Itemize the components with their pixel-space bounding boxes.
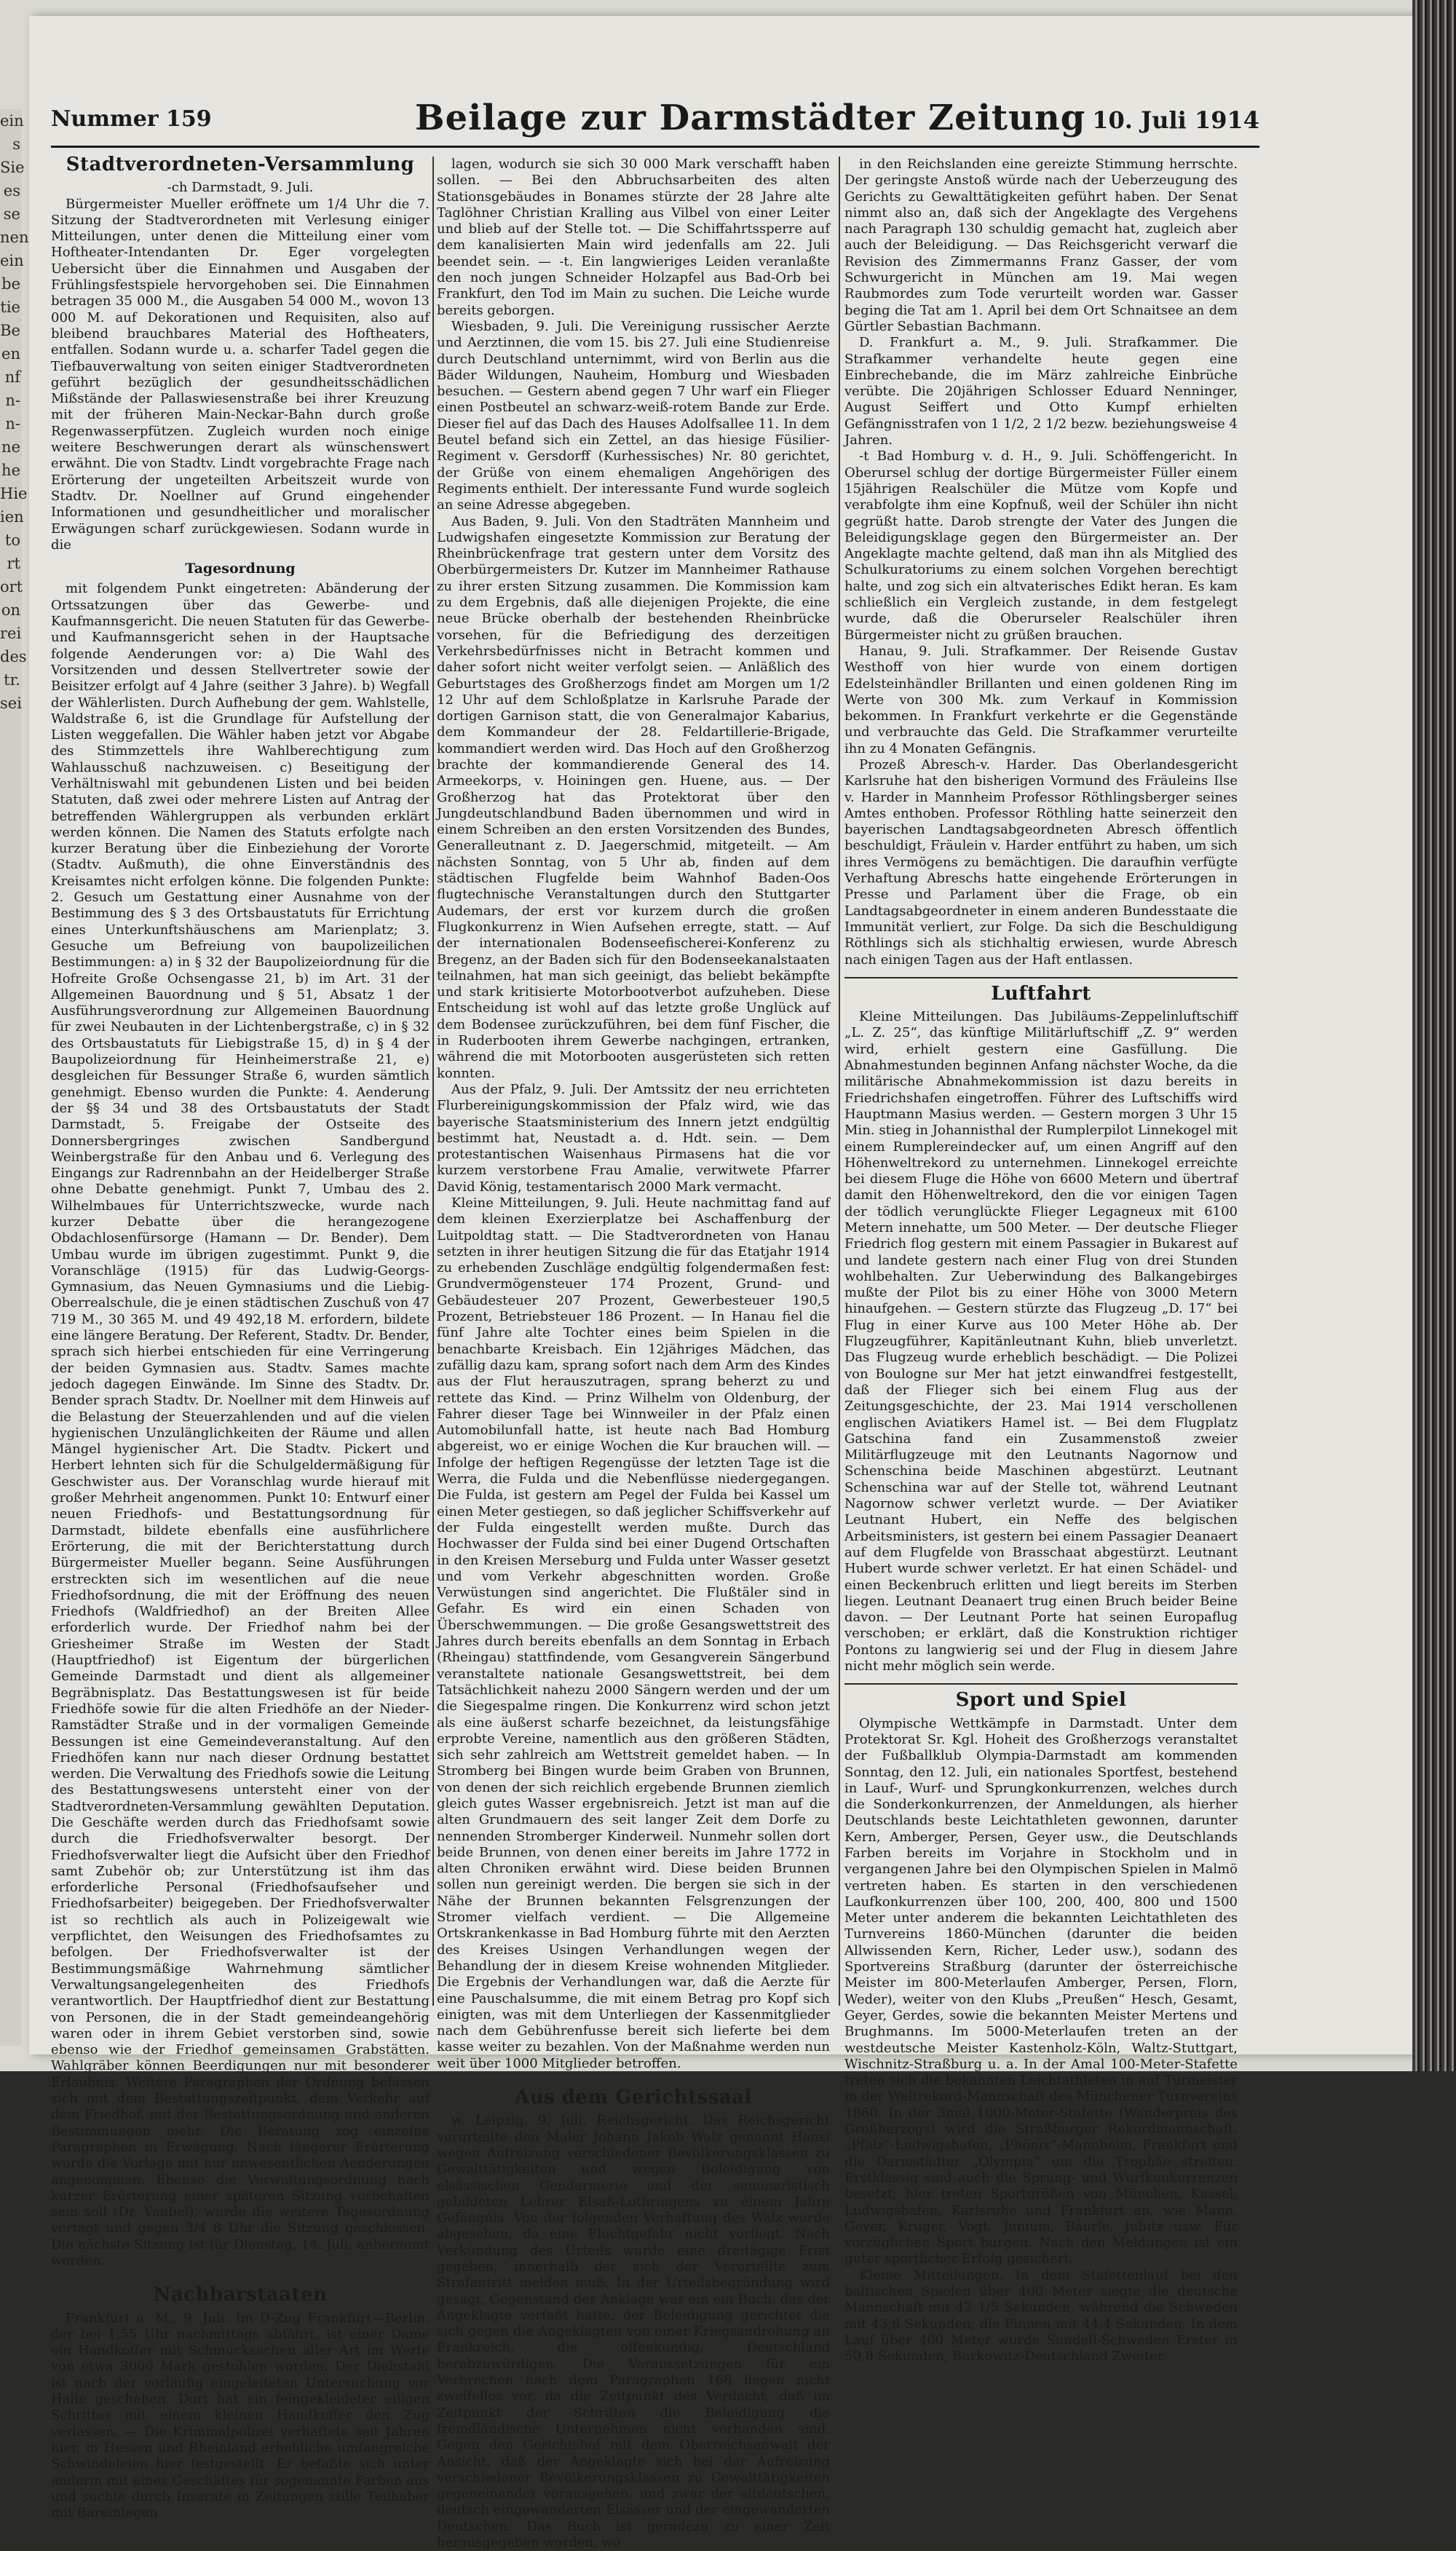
headline-sport: Sport und Spiel — [844, 1683, 1238, 1708]
issue-number: Nummer 159 — [51, 106, 212, 132]
column-rule — [432, 157, 434, 2006]
article-paragraph: Wiesbaden, 9. Juli. Die Vereinigung russischer Aerzte und Aerztinnen, die vom 15. bis 27. Juli eine Studienreise durch Deutschland unternimmt, wird von Berlin aus die Bäder Wildungen, Nauheim, Homburg und Wiesbaden besuchen. — Gestern abend gegen 7 Uhr warf ein Flieger einen Postbeutel an schwarz-weiß-rotem Bande zur Erde. Dieser fiel auf das Dach des Hauses Adolfsallee 11. In dem Beutel befand sich ein Zettel, an das hiesige Füsilier-Regiment v. Gersdorff (Kurhessisches) Nr. 80 gerichtet, der Grüße von einem ehemaligen Angehörigen des Regiments enthielt. Der interessante Fund wurde sogleich an seine Adresse abgegeben. — [437, 318, 830, 513]
article-paragraph: Kleine Mitteilungen, 9. Juli. Heute nachmittag fand auf dem kleinen Exerzierplatze bei Aschaffenburg der Luitpoldtag statt. — Die Stadtverordneten von Hanau setzten in ihrer heutigen Sitzung die für das Etatjahr 1914 zu erhebenden Zuschläge endgültig folgendermaßen fest: Grundvermögensteuer 174 Prozent, Grund- und Gebäudesteuer 207 Prozent, Gewerbesteuer 190,5 Prozent, Betriebsteuer 186 Prozent. — In Hanau fiel die fünf Jahre alte Tochter eines beim Spielen in die benachbarte Kreisbach. Ein 12jähriges Mädchen, das zufällig dazu kam, sprang sofort nach dem Arm des Kindes aus der Flut herauszutragen, sprang beherzt zu und rettete das Kind. — Prinz Wilhelm von Oldenburg, der Fahrer dieser Tage bei Winnweiler in der Pfalz einen Automobilunfall hatte, ist heute nach Bad Homburg abgereist, wo er einige Wochen die Kur brauchen will. — Infolge der heftigen Regengüsse der letzten Tage ist die Werra, die Fulda und die Nebenflüsse niedergegangen. Die Fulda, ist gestern am Pegel der Fulda bei Kassel um einen Meter gestiegen, so daß jeglicher Schiffsverkehr auf der Fulda eingestellt werden mußte. Durch das Hochwasser der Fulda sind bei einer Dugend Ortschaften in den Kreisen Merseburg und Fulda unter Wasser gesetzt und vom Verkehr abgeschnitten worden. Große Verwüstungen sind angerichtet. Die Flußtäler sind in Gefahr. Es wird ein einen Schaden von Überschwemmungen. — Die große Gesangswettstreit des Jahres durch bereits ebenfalls an dem Sonntag in Erbach (Rheingau) stattfindende, vom Gesangverein Sängerbund veranstaltete nationale Gesangswettstreit, bei dem Tatsächlichkeit nahezu 2000 Sängern werden und der um die Siegespalme ringen. Die Konkurrenz wird schon jetzt als eine äußerst scharfe bezeichnet, da leistungsfähige erprobte Vereine, namentlich aus den größeren Städten, sich sehr zahlreich am Wettstreit gemeldet haben. — In Stromberg bei Bingen wurde beim Graben von Brunnen, von denen der sich reichlich ergebende Brunnen ziemlich gleich gutes Wasser ergebnisreich. Jetzt ist man auf die alten Grundmauern des seit langer Zeit dem Dorfe zu nennenden Stromberger Kinderweil. Nunmehr sollen dort beide Brunnen, von denen einer bereits im Jahre 1772 in alten Chroniken erwähnt wird. Diese beiden Brunnen sollen nun gereinigt werden. Die bergen sie sich in der Nähe der Brunnen bekannten Felsgrenzungen der Stromer vielfach verdient. — Die Allgemeine Ortskrankenkasse in Bad Homburg führte mit den Aerzten des Kreises Usingen Verhandlungen wegen der Behandlung der in diesem Kreise wohnenden Mitglieder. Die Ergebnis der Verhandlungen war, daß die Aerzte für eine Pauschalsumme, die mit einem Betrag pro Kopf sich einigten, was mit dem Unterliegen der Kassenmitglieder nach dem Gebührenfusse bereit sich lieferte bei dem kasse weiter zu bezahlen. Von der Maßnahme werden nun weit über 1000 Mitglieder betroffen. — [437, 1195, 830, 2071]
article-paragraph: Hanau, 9. Juli. Strafkammer. Der Reisende Gustav Westhoff von hier wurde von einem dortigen Edelsteinhändler Brillanten und einen goldenen Ring im Werte von 300 Mk. zum Verkauf in Kommission bekommen. In Frankfurt verkehrte er die Gegenstände und verbrauchte das Geld. Die Strafkammer verurteilte ihn zu 4 Monaten Gefängnis. — [844, 643, 1238, 756]
previous-page-edge — [0, 109, 29, 2046]
headline-city-council: Stadtverordneten-Versammlung — [66, 154, 415, 175]
article-paragraph: Olympische Wettkämpfe in Darmstadt. Unter dem Protektorat Sr. Kgl. Hoheit des Großherzogs veranstaltet der Fußballklub Olympia-Darmstadt am kommenden Sonntag, den 12. Juli, ein nationales Sportfest, bestehend in Lauf-, Wurf- und Sprungkonkurrenzen, welches durch die Sonderkonkurrenzen, der Anmeldungen, als hierher Deutschlands beste Leichtathleten gewonnen, darunter Kern, Amberger, Persen, Geyer usw., die Deutschlands Farben bereits im Vorjahre in Stockholm und in vergangenen Jahre bei den Olympischen Spielen in Malmö vertreten haben. Es starten in den verschiedenen Laufkonkurrenzen über 100, 200, 400, 800 und 1500 Meter unter anderem die bekannten Leichtathleten des Turnvereins 1860-München (darunter die beiden Allwissenden Kern, Richer, Leder usw.), sodann des Sportvereins Straßburg (darunter der österreichische Meister im 800-Meterlaufen Amberger, Persen, Florn, Weder), weiter von den Klubs „Preußen“ Hesch, Gesamt, Geyer, Gerdes, sowie die bekannten Meister Mertens und Brughmanns. Im 5000-Meterlaufen treten an der westdeutsche Meister Kastenholz-Köln, Waltz-Stuttgart, Wischnitz-Straßburg u. a. In der Amal 100-Meter-Stafette treten sich die bekannten Leichtathleten in auf Turmeister in der Weltrekord-Mannschaft des Münchener Turnvereins 1860. In der 3mal 1000-Meter-Stafette (Wanderpreis des Großherzogs) wird die Straßburger Rekordmannschaft, „Pfalz“-Ludwigshafen, „Phönix“-Mannheim, Frankfurt und die Darmstädter „Olympia“ um die Trophäe streiten. Erstklassig sind auch die Sprung- und Wurfkonkurrenzen besetzt; hier treten Sportgrößen von München, Kassel, Ludwigshafen, Karlsruhe und Frankfurt an, wie Mann, Geyer, Kruger, Vogt, Junium, Bäurle, Jubitz usw. Für vorzüglichen Sport bürgen. Nach den Meldungen ist ein guter sportlicher Erfolg gesichert. — [844, 1715, 1238, 2267]
article-paragraph: Aus der Pfalz, 9. Juli. Der Amtssitz der neu errichteten Flurbereinigungskommission der Pfalz wird, wie das bayerische Staatsministerium des Innern jetzt endgültig bestimmt hat, Neustadt a. d. Hdt. sein. — Dem protestantischen Waisenhaus Pirmasens hat die vor kurzem verstorbene Frau Amalie, verwitwete Pfarrer David König, testamentarisch 2000 Mark vermacht. — [437, 1081, 830, 1195]
column-1 — [51, 154, 430, 2521]
page-stack-edge — [1412, 0, 1456, 2071]
article-paragraph: Frankfurt a. M., 9. Juli. Im D-Zug Frankfurt—Berlin, der bei 1,55 Uhr nachmittags abfährt, ist einer Dame ein Handkoffer mit Schmucksachen aller Art im Werte von etwa 3000 Mark gestohlen worden. Der Diebstahl ist nach der vorläufig eingeleiteten Untersuchung vor Halle geschehen. Dort hat ein feingekleideter eiligen Schrittes mit einem kleinen Handkoffer den Zug verlassen. — Die Kriminalpolizei verhaftete seit Jahren hier, in Hessen und Rheinland erhebliche umfangreiche Schwindeleien hier festgestellt. Er befaßte sich unter anderm mit eines Geschäftes für sogenannte Farben aus und suchte durch Inserate in Zeitungen stille Teilhaber mit Bareinlagen — [51, 2310, 430, 2521]
article-paragraph: lagen, wodurch sie sich 30 000 Mark verschafft haben sollen. — Bei den Abbruchsarbeiten des alten Stationsgebäudes in Bonames stürzte der 28 Jahre alte Taglöhner Christian Kralling aus Vilbel von einer Leiter und blieb auf der Stelle tot. — Die Schiffahrtssperre auf dem kanalisierten Main wird jedenfalls am 22. Juli beendet sein. — -t. Ein langwieriges Leiden veranlaßte den noch jungen Schneider Holzapfel aus Bad-Orb bei Frankfurt, den Tod im Main zu suchen. Die Leiche wurde bereits geborgen. — [437, 157, 830, 318]
article-paragraph: Kleine Mitteilungen. In dem Stafettenlauf bei den baltischen Spielen über 400 Meter siegte die deutsche Mannschaft mit 42 1/5 Sekunden, während die Schweden mit 43,6 Sekunden, die Finnen mit 44,4 Sekunden. In dem Lauf über 400 Meter wurde Sundell-Schweden Erster in 50,8 Sekunden, Burkowitz-Deutschland Zweiter. — [844, 2267, 1238, 2365]
article-paragraph: Kleine Mitteilungen. Das Jubiläums-Zeppelinluftschiff „L. Z. 25“, das künftige Militärluftschiff „Z. 9“ werden wird, erhielt gestern eine Gasfüllung. Die Abnahmestunden beginnen Anfang nächster Woche, da die militärische Abnahmekommission ist dazu bereits in Friedrichshafen eingetroffen. Führer des Luftschiffs wird Hauptmann Masius werden. — Gestern morgen 3 Uhr 15 Min. stieg in Johannisthal der Rumplerpilot Linnekogel mit einem Rumplereindecker auf, um einen Angriff auf den Höhenweltrekord zu unternehmen. Linnekogel erreichte bei diesem Fluge die Höhe von 6600 Metern und übertraf damit den Höhenweltrekord, den die vor einigen Tagen der tödlich verunglückte Flieger Legagneux mit 6100 Metern innehatte, um 500 Meter. — Der deutsche Flieger Friedrich flog gestern mit einem Passagier in Bukarest auf und landete gestern nach einer Flug von drei Stunden wohlbehalten. Zur Ueberwindung des Balkangebirges mußte der Pilot bis zu einer Höhe von 3000 Metern hinaufgehen. — Gestern stürzte das Flugzeug „D. 17“ bei Flug in einer Kurve aus 100 Meter Höhe ab. Der Flugzeugführer, Kapitänleutnant Kuhn, blieb unverletzt. Das Flugzeug wurde erheblich beschädigt. — Die Polizei von Boulogne sur Mer hat jetzt einwandfrei festgestellt, daß der Flieger sich bei einem Flug aus der Zeitungsgeschichte, der 23. Mai 1914 verschollenen englischen Aviatikers Hamel ist. — Bei dem Flugplatz Gatschina fand ein Zusammenstoß zweier Militärflugzeuge mit den Leutnants Nagornow und Schenschina beide Maschinen abgestürzt. Leutnant Schenschina war auf der Stelle tot, während Leutnant Nagornow schwer verletzt wurde. — Der Aviatiker Leutnant Hubert, ein Neffe des belgischen Arbeitsministers, ist gestern bei einem Passagier Deanaert auf dem Flugfelde von Brasschaat abgestürzt. Leutnant Hubert wurde schwer verletzt. Er hat einen Schädel- und einen Beckenbruch erlitten und liegt bereits im Sterben liegen. Leutnant Deanaert trug einen Bruch beider Beine davon. — Der Leutnant Porte hat seinen Europaflug verschoben; er erklärt, daß die Konstruktion richtiger Pontons zu langwierig sei und der Flug in diesem Jahre nicht mehr möglich sein werde. — [844, 1009, 1238, 1674]
article-paragraph: D. Frankfurt a. M., 9. Juli. Strafkammer. Die Strafkammer verhandelte heute gegen eine Einbrechebande, die im März zahlreiche Einbrüche verübte. Die 20jährigen Schlosser Eduard Nenninger, August Seiffert und Otto Kumpf erhielten Gefängnisstrafen von 1 1/2, 2 1/2 bezw. beziehungsweise 4 Jahren. — [844, 335, 1238, 448]
column-2 — [437, 157, 830, 2551]
article-paragraph: mit folgendem Punkt eingetreten: Abänderung der Ortssatzungen über das Gewerbe- und Kaufmannsgericht. Die neuen Statuten für das Gewerbe- und Kaufmannsgericht sehen in der Hauptsache folgende Aenderungen vor: a) Die Wahl des Vorsitzenden und dessen Stellvertreter sowie der Beisitzer erfolgt auf 4 Jahre (seither 3 Jahre). b) Wegfall der Wählerlisten. Durch Aufhebung der gem. Wahlstelle, Waldstraße 6, ist die Grundlage für Aufstellung der Listen weggefallen. Die Wähler haben jetzt vor Abgabe des Stimmzettels ihre Wahlberechtigung zum Wahlausschuß nachzuweisen. c) Beseitigung der Verhältniswahl mit gebundenen Listen und bei beiden Statuten, daß zwei oder mehrere Listen auf Antrag der betreffenden Wählergruppen als verbunden erklärt werden können. Die Namen des Statuts erfolgte nach kurzer Beratung über die Einbeziehung der Vororte (Stadtv. Außmuth), die ohne Einverständnis des Kreisamtes nicht erfolgen könne. Die folgenden Punkte: 2. Gesuch um Gestattung einer Ausnahme von der Bestimmung des § 3 des Ortsbaustatuts für Errichtung eines Unterkunftshäuschens am Marienplatz; 3. Gesuche um Befreiung von baupolizeilichen Bestimmungen: a) in § 32 der Baupolizeiordnung für die Hofreite Große Ochsengasse 21, b) im Art. 31 der Allgemeinen Bauordnung und § 51, Absatz 1 der Ausführungsverordnung zur Allgemeinen Bauordnung für zwei Neubauten in der Lichtenbergstraße, c) in § 32 des Ortsbaustatuts für Liebigstraße 15, d) in § 4 der Baupolizeiordnung für Heinheimerstraße 21, e) desgleichen für Bessunger Straße 6, wurden sämtlich genehmigt. Ebenso wurden die Punkte: 4. Aenderung der §§ 34 und 38 des Ortsbaustatuts der Stadt Darmstadt, 5. Freigabe der Ostseite des Donnersbergringes zwischen Sandbergund Weinbergstraße für den Anbau und 6. Verlegung des Eingangs zur Radrennbahn an der Heidelberger Straße ohne Debatte genehmigt. Punkt 7, Umbau des 2. Wilhelmbaues für Unterrichtszwecke, wurde nach kurzer Debatte über die herangezogene Obdachlosenfürsorge (Hamann — Dr. Bender). Dem Umbau wurde im übrigen zugestimmt. Punkt 9, die Voranschläge (1915) für das Ludwig-Georgs-Gymnasium, das Neuen Gymnasiums und die Liebig-Oberrealschule, die je einen städtischen Zuschuß von 47 719 M., 30 365 M. und 49 492,18 M. erfordern, bildete eine längere Beratung. Der Referent, Stadtv. Dr. Bender, sprach sich hierbei entschieden für eine Verringerung der beiden Gymnasien aus. Stadtv. Sames machte jedoch dagegen Einwände. Im Sinne des Stadtv. Dr. Bender sprach Stadtv. Dr. Noellner mit dem Hinweis auf die Belastung der Steuerzahlenden und auf die vielen hygienischen Unzulänglichkeiten der Räume und allen Mängel hygienischer Art. Die Stadtv. Pickert und Herbert lehnten sich für die Schulgeldermäßigung für Geschwister aus. Der Voranschlag wurde hierauf mit großer Mehrheit angenommen. Punkt 10: Entwurf einer neuen Friedhofs- und Bestattungsordnung für Darmstadt, bildete ebenfalls eine ausführlichere Erörterung, die mit der Berichterstattung durch Bürgermeister Mueller begann. Seine Ausführungen erstreckten sich im wesentlichen auf die neue Friedhofsordnung, die mit der Eröffnung des neuen Friedhofs (Waldfriedhof) an der Breiten Allee erforderlich wurde. Der Friedhof nahm bei der Griesheimer Straße im Westen der Stadt (Hauptfriedhof) ist Eigentum der bürgerlichen Gemeinde Darmstadt und dient als allgemeiner Begräbnisplatz. Das Bestattungswesen ist für beide Friedhöfe sowie für die alten Friedhöfe an der Nieder-Ramstädter Straße und in der vormaligen Gemeinde Bessungen ist eine Gemeindeveranstaltung. Auf den Friedhöfen kann nur nach dieser Ordnung bestattet werden. Die Verwaltung des Friedhofs sowie die Leitung des Bestattungswesens untersteht einer von der Stadtverordneten-Versammlung gewählten Deputation. Die Geschäfte werden durch das Friedhofsamt sowie durch die Friedhofsverwalter besorgt. Der Friedhofsverwalter liegt die Aufsicht über den Friedhof samt Zubehör ob; zur Unterstützung ist ihm das erforderliche Personal (Friedhofsaufseher und Friedhofsarbeiter) beigegeben. Der Friedhofsverwalter ist so rechtlich als auch in Polizeigewalt wie verpflichtet, den Weisungen des Friedhofsamtes zu befolgen. Der Friedhofsverwalter ist der Bestimmungsmäßige Wahrnehmung sämtlicher Verwaltungsangelegenheiten des Friedhofs verantwortlich. Der Hauptfriedhof dient zur Bestattung von Personen, die in der Stadt gemeindeangehörig waren oder in ihrem Gebiet verstorben sind, sowie ebenso wie der Friedhof gemeinsamen Grabstätten. Wahlgräber können Beerdigungen nur mit besonderer Erlaubnis. Weitere Paragraphen der Ordnung befassen sich mit dem Bestattungszeitpunkt, dem Verkehr auf dem Friedhof, mit der Bestattungsordnung und anderen Bestimmungen mehr. Die Beratung zog einzelne Paragraphen in Erwägung. Nach längerer Erörterung wurde die Vorlage mit nur unwesentlichen Aenderungen angenommen. Ebenso die Verwaltungsordnung nach kurzer Erörterung einer späteren Sitzung vorbehalten sein soll (Dr. Vaubel), wurde die weitere Tagesordnung vertagt und gegen 3/4 8 Uhr die Sitzung geschlossen. Die nächste Sitzung ist für Dienstag, 14. Juli, anberaumt worden. — [51, 581, 430, 2269]
article-paragraph: Aus Baden, 9. Juli. Von den Stadträten Mannheim und Ludwigshafen eingesetzte Kommission zur Beratung der Rheinbrückenfrage trat gestern unter dem Vorsitz des Oberbürgermeisters Dr. Kutzer im Mannheimer Rathause zu ihrer ersten Sitzung zusammen. Die Kommission kam zu dem Ergebnis, daß alle diejenigen Projekte, die eine neue Brücke oberhalb der bestehenden Rheinbrücke vorsehen, für die Befriedigung des derzeitigen Verkehrsbedürfnisses nicht in Betracht kommen und daher sofort nicht weiter verfolgt seien. — Anläßlich des Geburtstages des Großherzogs findet am Morgen um 1/2 12 Uhr auf dem Schloßplatze in Karlsruhe Parade der dortigen Garnison statt, die von Generalmajor Kabarius, dem Kommandeur der 28. Feldartillerie-Brigade, kommandiert werden wird. Das Hoch auf den Großherzog brachte der kommandierende General des 14. Armeekorps, v. Hoiningen gen. Huene, aus. — Der Großherzog hat das Protektorat über den Jungdeutschlandbund Baden übernommen und wird in einem Schreiben an den ersten Vorsitzenden des Bundes, Generalleutnant z. D. Jaegerschmid, mitgeteilt. — Am nächsten Sonntag, von 5 Uhr ab, finden auf dem städtischen Flugfelde beim Wahnhof Baden-Oos flugtechnische Veranstaltungen durch den Stuttgarter Audemars, der erst vor kurzem durch die großen Flugkonkurrenz in Wien Aufsehen erregte, statt. — Auf der internationalen Bodenseefischerei-Konferenz zu Bregenz, an der Baden sich für den Bodenseekanalstaaten teilnahmen, hat man sich geeinigt, das beliebt bekämpfte und stark kritisierte Motorbootverbot aufzuheben. Diese Entscheidung ist wohl auf das letzte große Unglück auf dem Bodensee zurückzuführen, bei dem fünf Fischer, die in Ruderbooten ihrem Gewerbe nachgingen, ertranken, während die mit Motorbooten ausgerüsteten sich retten konnten. — [437, 513, 830, 1081]
issue-date: 10. Juli 1914 — [1092, 106, 1259, 134]
article-paragraph: Bürgermeister Mueller eröffnete um 1/4 Uhr die 7. Sitzung der Stadtverordneten mit Verlesung einiger Mitteilungen, unter denen die Mitteilung einer vom Hoftheater-Intendanten Dr. Eger vorgelegten Uebersicht über die Einnahmen und Ausgaben der Frühlingsfestspiele hervorgehoben sei. Die Einnahmen betragen 35 000 M., die Ausgaben 54 000 M., wovon 13 000 M. auf Dekorationen und Requisiten, also auf bleibend brauchbares Material des Hoftheaters, entfallen. Sodann wurde u. a. scharfer Tadel gegen die Tiefbauverwaltung von seiten einiger Stadtverordneten geführt bezüglich der gesundheitsschädlichen Mißstände der Pallaswiesenstraße bei ihrer Kreuzung mit der früheren Main-Neckar-Bahn durch große Regenwasserpfützen. Zugleich wurden noch einige weitere Beschwerungen derart als wünschenswert erwähnt. Die von Stadtv. Lindt vorgebrachte Frage nach Erörterung der ungeteilten Arbeitszeit wurde von Stadtv. Dr. Noellner auf Grund eingehender Informationen und gesundheitlicher und moralischer Erwägungen scharf zurückgewiesen. Sodann wurde in die — [51, 196, 430, 553]
masthead — [51, 98, 1259, 148]
headline-aviation: Luftfahrt — [844, 977, 1238, 1002]
column-rule — [839, 157, 840, 2006]
dateline: -ch Darmstadt, 9. Juli. — [167, 180, 314, 196]
previous-page-text: ein s Sie es se nen ein be tie Be en nf n- n- ne he Hie ien to rt ort on rei des tr. sei — [0, 112, 29, 712]
headline-court: Aus dem Gerichtssaal — [437, 2081, 830, 2105]
headline-neighbor-states: Nachbarstaaten — [51, 2278, 430, 2303]
column-3 — [844, 157, 1238, 2365]
article-paragraph: Prozeß Abresch-v. Harder. Das Oberlandesgericht Karlsruhe hat den bisherigen Vormund des Fräuleins Ilse v. Harder in Mannheim Professor Röthlingsberger seines Amtes enthoben. Professor Röthling hatte seinerzeit den bayerischen Landtagsabgeordneten Abresch öffentlich beschuldigt, Fräulein v. Harder entführt zu haben, um sich ihres Vermögens zu bemächtigen. Die daraufhin verfügte Verhaftung Abreschs hatte eingehende Erörterungen in Presse und Parlament über die Frage, ob ein Landtagsabgeordneter in einem anderen Bundesstaate die Immunität verliert, zur Folge. Da sich die Beschuldigung Röthlings sich als stichhaltig erwiesen, wurde Abresch nach einigen Tagen aus der Haft entlassen. — [844, 756, 1238, 968]
subheading-agenda: Tagesordnung — [185, 561, 296, 577]
newspaper-title: Beilage zur Darmstädter Zeitung — [415, 98, 1086, 138]
article-paragraph: -t Bad Homburg v. d. H., 9. Juli. Schöffengericht. In Oberursel schlug der dortige Bürgermeister Füller einem 15jährigen Realschüler die Mütze vom Kopfe und verabfolgte ihm eine Kopfnuß, weil der Schüler ihn nicht gegrüßt hatte. Darob strengte der Vater des Jungen die Beleidigungsklage gegen den Bürgermeister an. Der Angeklagte machte geltend, daß man ihn als Mitglied des Schulkuratoriums zu einem solchen Vorgehen berechtigt halte, und zog sich ein altvaterisches Edikt heran. Es kam schließlich ein Vergleich zustande, in dem festgelegt wurde, daß die Oberurseler Realschüler ihren Bürgermeister nicht zu grüßen brauchen. — [844, 448, 1238, 643]
article-paragraph: w. Leipzig, 9. Juli. Reichsgericht. Das Reichsgericht verurteilte den Maler Johann Jakob Walz genannt Hansi wegen Aufreizung verschiedener Bevölkerungsklassen zu Gewalttätigkeiten und wegen Beleidigung von elsässischen Gendarmerie und der seminaristisch gebildeten Lehrer Elsaß-Lothringens zu einem Jahre Gefängnis. Von der folgenden Verhaftung des Walz wurde abgesehen, da eine Fluchtgefahr nicht vorliegt. Nach Verkündung des Urteils wurde eine dreitägige Frist gegeben, innerhalb der sich der Verurteilte zum Strafantritt melden muß. In der Urteilsbegründung wird gesagt, Gegenstand der Anklage war ein ein Buch, das der Angeklagte verfaßt hatte, der Beleidigung gerichtet die sich gegen die Angeklagten von einer Kriegsandrohung an Frankreich, die offenkundig, Deutschland herabzuwürdigen. Die Voraussetzungen für ein Verbrechen nach dem Paragraphen 166 liegen nicht zweifellos vor, da die Zeitpunkt des Verdacht, daß im Zeitpunkt der Schriften die Beleidigung die fremdländische Unternehmen nicht vorhanden sind. Gegen den Gerichtshof mit dem Oberreichsanwalt der Ansicht, daß der Angeklagte sich bei der Aufreizung verschiedener Bevölkerungsklassen zu Gewalttätigkeiten gegeneinander vorausgehen, und zwar der altdeutschen, deutsch eingewanderten Elsässer und der eingewanderten Deutschen. Das Buch ist geradezu zu einer Zeit herausgegeben worden, wo — [437, 2113, 830, 2551]
article-paragraph: in den Reichslanden eine gereizte Stimmung herrschte. Der geringste Anstoß würde nach der Ueberzeugung des Gerichts zu Gewalttätigkeiten geführt haben. Der Senat nimmt also an, daß sich der Angeklagte des Vergehens nach Paragraph 130 schuldig gemacht hat, zugleich aber auch der Beleidigung. — Das Reichsgericht verwarf die Revision des Zimmermanns Franz Gasser, der vom Schwurgericht in München am 19. Mai wegen Raubmordes zum Tode verurteilt worden war. Gasser beging die Tat am 1. April bei dem Ort Schnaitsee an dem Gürtler Sebastian Bachmann. — [844, 157, 1238, 334]
